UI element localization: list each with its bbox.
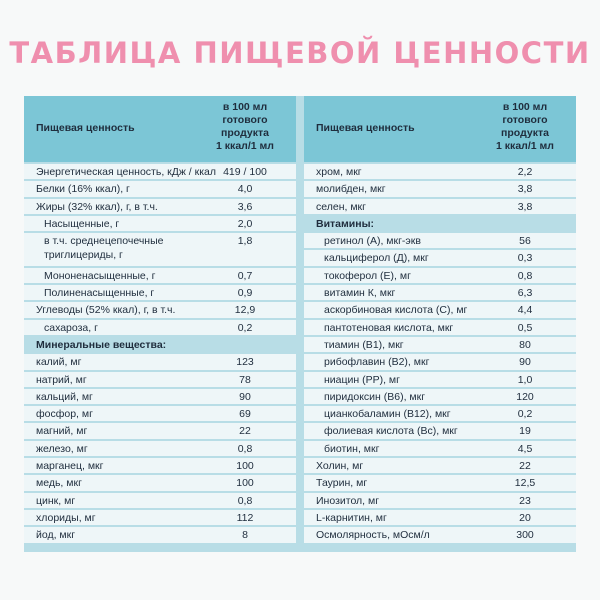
row-label: Витамины:	[316, 217, 375, 230]
row-label: железо, мг	[36, 442, 88, 455]
header-label: Пищевая ценность	[316, 122, 415, 134]
row-label: ретинол (А), мкг-экв	[324, 235, 421, 248]
row-value: 20	[519, 511, 531, 524]
row-value: 80	[519, 338, 531, 351]
table-row	[24, 199, 296, 214]
row-value: 4,0	[237, 183, 253, 196]
table-row	[304, 510, 576, 525]
row-value: 1,0	[517, 373, 533, 386]
row-value: 22	[519, 460, 531, 473]
row-label: цинк, мг	[36, 494, 76, 507]
row-label: пиридоксин (В6), мкг	[324, 390, 426, 403]
nutrition-table	[24, 96, 576, 552]
row-label: пантотеновая кислота, мкг	[324, 321, 454, 334]
row-value: 100	[236, 460, 254, 473]
page-title: ТАБЛИЦА ПИЩЕВОЙ ЦЕННОСТИ	[9, 36, 591, 70]
table-rows	[304, 164, 576, 545]
table-row	[304, 354, 576, 369]
row-label: аскорбиновая кислота (С), мг	[324, 304, 468, 317]
header-value: в 100 мл готового продукта 1 ккал/1 мл	[216, 101, 274, 152]
table-row	[304, 199, 576, 214]
row-label: йод, мкг	[36, 529, 76, 542]
table-row	[304, 250, 576, 265]
table-row	[304, 423, 576, 438]
table-row	[304, 406, 576, 421]
row-label: молибден, мкг	[316, 183, 386, 196]
table-row	[24, 354, 296, 369]
row-label: хром, мкг	[316, 166, 362, 178]
row-label: Жиры (32% ккал), г, в т.ч.	[36, 200, 158, 213]
table-row	[304, 372, 576, 387]
table-row	[24, 337, 296, 352]
table-rows	[24, 164, 296, 545]
row-label: токоферол (Е), мг	[324, 269, 411, 282]
row-label: марганец, мкг	[36, 460, 104, 473]
table-row	[304, 527, 576, 542]
table-row	[24, 458, 296, 473]
row-value: 112	[236, 511, 254, 524]
row-value: 2,2	[517, 166, 533, 178]
row-value: 0,7	[237, 269, 253, 282]
row-value: 12,5	[514, 477, 536, 490]
row-label: фолиевая кислота (Вс), мкг	[324, 425, 458, 438]
table-row	[304, 164, 576, 179]
row-value: 0,2	[237, 321, 253, 334]
row-label: натрий, мг	[36, 373, 87, 386]
row-label: Осмолярность, мОсм/л	[316, 529, 430, 542]
row-label: тиамин (В1), мкг	[324, 338, 404, 351]
row-value: 4,5	[517, 442, 533, 455]
row-value: 90	[519, 356, 531, 369]
row-value: 69	[239, 408, 251, 421]
row-value: 120	[516, 390, 534, 403]
row-label: кальциферол (Д), мкг	[324, 252, 429, 265]
table-row	[304, 441, 576, 456]
row-value: 2,0	[237, 217, 253, 230]
row-value: 0,8	[237, 442, 253, 455]
table-row	[304, 302, 576, 317]
row-label: магний, мг	[36, 425, 88, 438]
row-label: сахароза, г	[44, 321, 98, 334]
row-value: 22	[239, 425, 251, 438]
row-value: 300	[516, 529, 534, 542]
table-row	[304, 216, 576, 231]
row-value: 0,2	[517, 408, 533, 421]
row-label: селен, мкг	[316, 200, 366, 213]
row-value: 19	[519, 425, 531, 438]
row-label: в т.ч. среднецепочечные триглицериды, г	[44, 235, 164, 262]
row-label: витамин К, мкг	[324, 287, 396, 300]
table-row	[24, 406, 296, 421]
row-value: 8	[242, 529, 248, 542]
row-value: 1,8	[237, 235, 253, 248]
row-value: 0,8	[237, 494, 253, 507]
table-row	[304, 233, 576, 248]
row-label: Холин, мг	[316, 460, 364, 473]
row-value: 6,3	[517, 287, 533, 300]
row-value: 0,8	[517, 269, 533, 282]
table-row	[24, 285, 296, 300]
table-row	[24, 216, 296, 231]
row-label: медь, мкг	[36, 477, 82, 490]
row-value: 100	[236, 477, 254, 490]
row-value: 0,5	[517, 321, 533, 334]
table-row	[24, 181, 296, 196]
row-label: фосфор, мг	[36, 408, 93, 421]
row-label: биотин, мкг	[324, 442, 380, 455]
row-value: 12,9	[234, 304, 256, 317]
row-value: 3,6	[237, 200, 253, 213]
row-value: 419 / 100	[223, 166, 267, 178]
table-row	[24, 423, 296, 438]
table-row	[304, 181, 576, 196]
row-label: Инозитол, мг	[316, 494, 380, 507]
row-value: 56	[519, 235, 531, 248]
table-row	[24, 493, 296, 508]
row-value: 3,8	[517, 183, 533, 196]
table-header	[304, 96, 576, 162]
table-header	[24, 96, 296, 162]
row-label: кальций, мг	[36, 390, 93, 403]
table-column-right	[304, 96, 576, 552]
table-row	[24, 164, 296, 179]
row-label: рибофлавин (В2), мкг	[324, 356, 430, 369]
row-label: ниацин (РР), мг	[324, 373, 400, 386]
table-row	[24, 268, 296, 283]
row-value: 0,3	[517, 252, 533, 265]
header-label: Пищевая ценность	[36, 122, 135, 134]
table-row	[24, 302, 296, 317]
row-label: L-карнитин, мг	[316, 511, 387, 524]
table-row	[24, 389, 296, 404]
row-label: Мононенасыщенные, г	[44, 269, 156, 282]
row-label: Таурин, мг	[316, 477, 368, 490]
row-value: 0,9	[237, 287, 253, 300]
table-column-left	[24, 96, 296, 552]
table-row	[24, 233, 296, 266]
row-label: Минеральные вещества:	[36, 338, 167, 351]
table-row	[24, 510, 296, 525]
row-label: Полиненасыщенные, г	[44, 287, 155, 300]
header-value: в 100 мл готового продукта 1 ккал/1 мл	[496, 101, 554, 152]
row-value: 23	[519, 494, 531, 507]
row-value: 90	[239, 390, 251, 403]
table-row	[304, 458, 576, 473]
table-row	[24, 527, 296, 542]
row-label: Белки (16% ккал), г	[36, 183, 130, 196]
table-row	[304, 475, 576, 490]
table-row	[24, 475, 296, 490]
row-value: 123	[236, 356, 254, 369]
table-row	[24, 320, 296, 335]
table-row	[24, 372, 296, 387]
table-row	[304, 389, 576, 404]
row-label: Энергетическая ценность, кДж / ккал	[36, 166, 217, 178]
table-row	[304, 285, 576, 300]
row-label: цианкобаламин (В12), мкг	[324, 408, 451, 421]
table-row	[304, 493, 576, 508]
row-value: 3,8	[517, 200, 533, 213]
row-label: Углеводы (52% ккал), г, в т.ч.	[36, 304, 176, 317]
table-row	[304, 320, 576, 335]
row-value: 4,4	[517, 304, 533, 317]
table-row	[304, 337, 576, 352]
row-label: калий, мг	[36, 356, 82, 369]
row-label: хлориды, мг	[36, 511, 96, 524]
row-label: Насыщенные, г	[44, 217, 120, 230]
table-row	[24, 441, 296, 456]
row-value: 78	[239, 373, 251, 386]
table-row	[304, 268, 576, 283]
